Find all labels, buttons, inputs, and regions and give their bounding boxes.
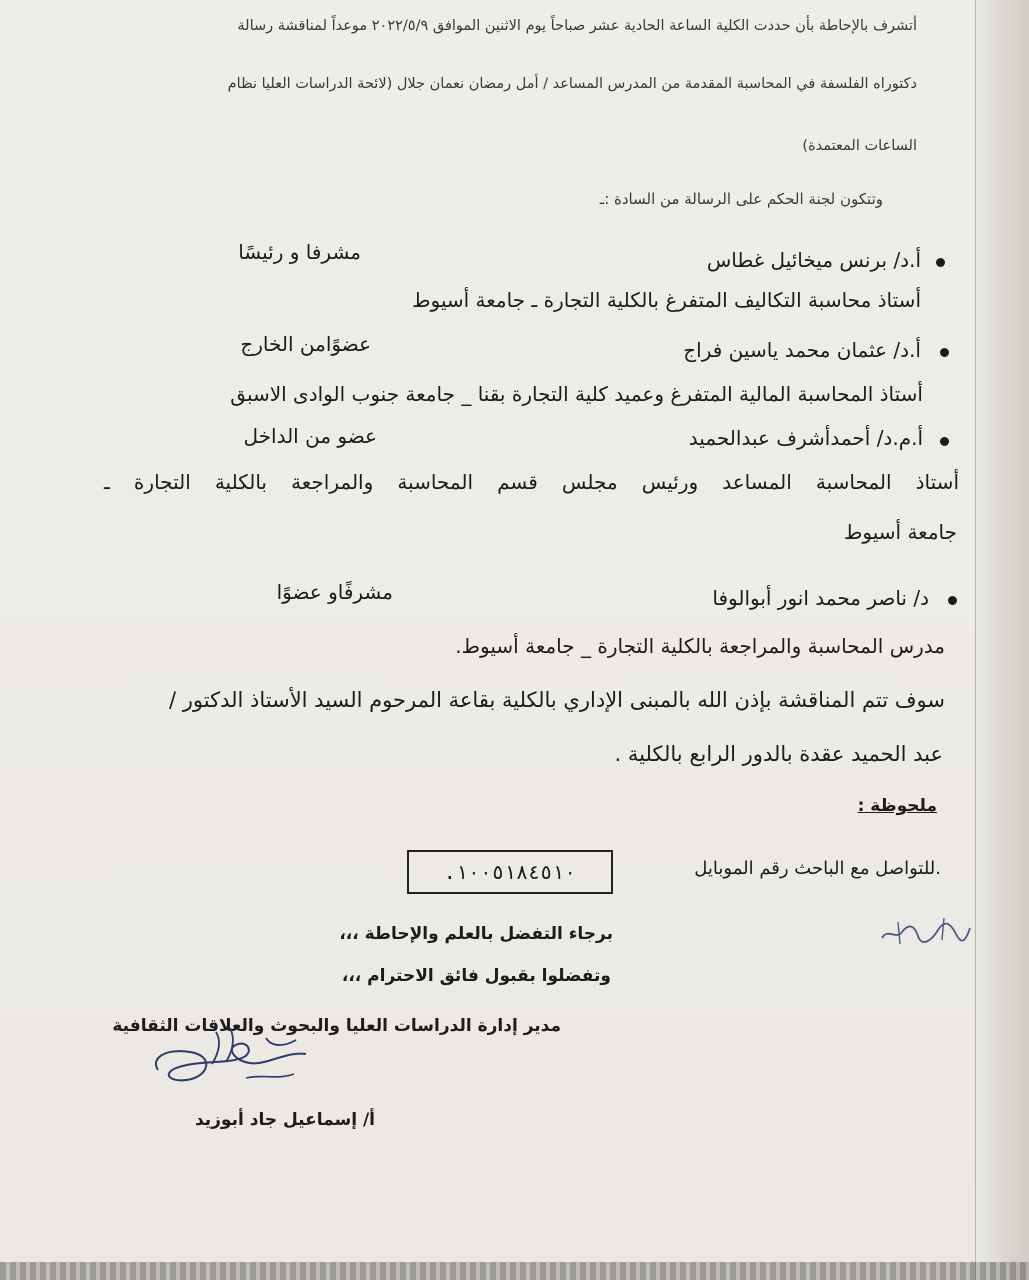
member-4-title: مدرس المحاسبة والمراجعة بالكلية التجارة _ جامعة أسيوط.	[455, 634, 945, 658]
venue-line-1: سوف تتم المناقشة بإذن الله بالمبنى الإداري بالكلية بقاعة المرحوم السيد الأستاذ الدكتور /	[169, 688, 945, 712]
venue-line-2: عبد الحميد عقدة بالدور الرابع بالكلية .	[614, 742, 943, 766]
mobile-number: .١٠٠٥١٨٤٥١٠	[443, 860, 577, 884]
committee-intro: وتتكون لجنة الحكم على الرسالة من السادة :ـ	[599, 190, 883, 208]
bullet-3	[940, 437, 949, 446]
contact-text: .للتواصل مع الباحث رقم الموبايل	[694, 858, 941, 879]
member-4-name: د/ ناصر محمد انور أبوالوفا	[712, 586, 929, 610]
paper-right-edge	[975, 0, 1029, 1280]
paper-bottom-edge	[0, 1262, 1029, 1280]
member-2-title: أستاذ المحاسبة المالية المتفرغ وعميد كلية التجارة بقنا _ جامعة جنوب الوادى الاسبق	[230, 382, 923, 406]
member-1-name: أ.د/ برنس ميخائيل غطاس	[706, 248, 921, 272]
member-3-name: أ.م.د/ أحمدأشرف عبدالحميد	[688, 426, 923, 450]
member-3-role: عضو من الداخل	[243, 424, 377, 448]
signature	[146, 1018, 326, 1098]
member-1-role: مشرفا و رئيسًا	[238, 240, 361, 264]
signatory-name: أ/ إسماعيل جاد أبوزيد	[194, 1110, 375, 1130]
note-label: ملحوظة :	[857, 796, 937, 816]
closing-line-2: وتفضلوا بقبول فائق الاحترام ،،،	[341, 966, 611, 986]
member-1-title: أستاذ محاسبة التكاليف المتفرغ بالكلية التجارة ـ جامعة أسيوط	[411, 288, 921, 312]
closing-line-1: برجاء التفضل بالعلم والإحاطة ،،،	[339, 924, 613, 944]
member-3-title: أستاذ المحاسبة المساعد ورئيس مجلس قسم المحاسبة والمراجعة بالكلية التجارة ـ	[104, 470, 959, 494]
signatory-title: مدير إدارة الدراسات العليا والبحوث والعلاقات الثقافية	[112, 1016, 561, 1036]
handwritten-note-scribble	[878, 910, 974, 950]
mobile-number-box	[407, 850, 613, 894]
intro-line-1: أتشرف بالإحاطة بأن حددت الكلية الساعة الحادية عشر صباحاً يوم الاثنين الموافق ٢٠٢٢/٥/٩ موعداً لمناقشة رسالة	[237, 18, 917, 34]
member-4-role: مشرفًاو عضوًا	[276, 580, 393, 604]
intro-line-3: الساعات المعتمدة)	[802, 138, 917, 154]
member-2-role: عضوًامن الخارج	[240, 332, 371, 356]
bullet-2	[940, 348, 949, 357]
intro-line-2: دكتوراه الفلسفة في المحاسبة المقدمة من المدرس المساعد / أمل رمضان نعمان جلال (لائحة الدراسات العليا نظام	[227, 76, 917, 92]
member-3-title-cont: جامعة أسيوط	[843, 520, 957, 544]
member-2-name: أ.د/ عثمان محمد ياسين فراج	[683, 338, 921, 362]
bullet-1	[936, 258, 945, 267]
bullet-4	[948, 596, 957, 605]
